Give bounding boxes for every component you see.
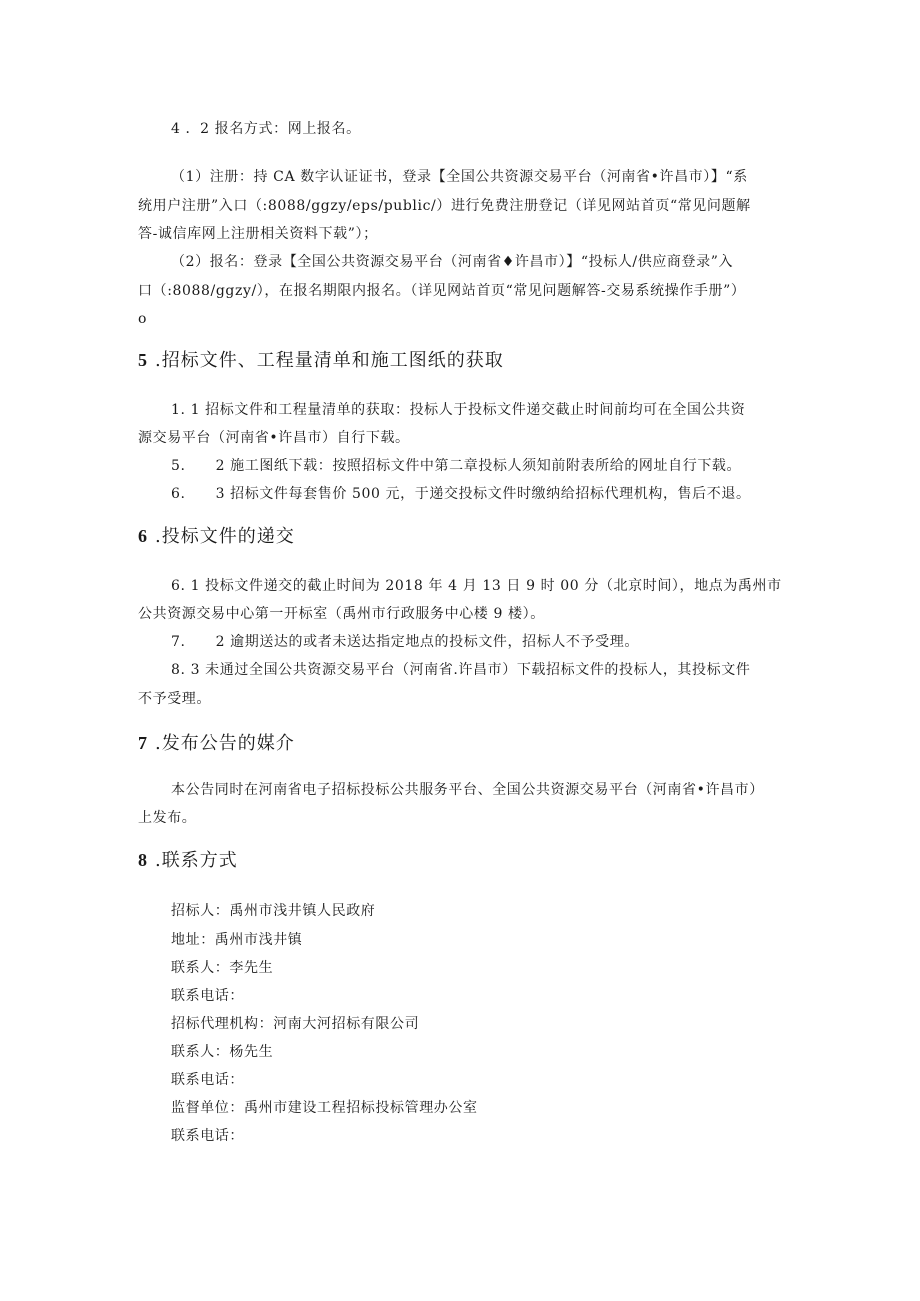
- contact-phone-1: 联系电话：: [171, 988, 244, 1004]
- sec6-number: 6: [138, 526, 147, 546]
- sec7-heading: [138, 731, 295, 756]
- sec4-2-signup-line-2: 口（:8088/ggzy/），在报名期限内报名。（详见网站首页“常见问题解答-交易系统操作手册”）: [138, 283, 746, 299]
- sec4-2-heading: 4 ．2 报名方式：网上报名。: [171, 121, 361, 137]
- tenderer-line: 招标人：禹州市浅井镇人民政府: [171, 903, 376, 919]
- agency-line: 招标代理机构：河南大河招标有限公司: [171, 1016, 420, 1032]
- sec5-p1-line-1: 1. 1 招标文件和工程量清单的获取：投标人于投标文件递交截止时间前均可在全国公共资: [171, 402, 746, 418]
- contact-phone-3: 联系电话：: [171, 1128, 244, 1144]
- sec6-p2-number: 7.: [171, 634, 186, 650]
- contact-person-1: 联系人：李先生: [171, 960, 274, 976]
- sec6-p3-line-1: 8. 3 未通过全国公共资源交易平台（河南省.许昌市）下载招标文件的投标人，其投标文件: [171, 662, 751, 678]
- address-line: 地址：禹州市浅井镇: [171, 932, 303, 948]
- sec5-heading: [138, 348, 504, 373]
- sec5-p1-line-2: 源交易平台（河南省•许昌市）自行下载。: [138, 430, 410, 446]
- sec7-p1-line-1: 本公告同时在河南省电子招标投标公共服务平台、全国公共资源交易平台（河南省•许昌市）: [171, 782, 764, 798]
- sec8-heading: [138, 848, 238, 873]
- sec5-p3-text: 3 招标文件每套售价 500 元，于递交投标文件时缴纳给招标代理机构，售后不退。: [215, 486, 751, 502]
- sec6-p2: [171, 632, 639, 652]
- sec5-p2-number: 5.: [171, 458, 186, 474]
- contact-person-2: 联系人：杨先生: [171, 1044, 274, 1060]
- supervisor-line: 监督单位：禹州市建设工程招标投标管理办公室: [171, 1100, 478, 1116]
- sec8-title: .联系方式: [155, 850, 238, 871]
- contact-phone-2: 联系电话：: [171, 1072, 244, 1088]
- sec5-p3-number: 6.: [171, 486, 186, 502]
- sec7-title: .发布公告的媒介: [155, 733, 295, 754]
- sec4-2-signup-line-3: o: [138, 311, 148, 327]
- sec5-p2-text: 2 施工图纸下载：按照招标文件中第二章投标人须知前附表所给的网址自行下载。: [215, 458, 742, 474]
- sec5-title: .招标文件、工程量清单和施工图纸的获取: [155, 350, 504, 371]
- sec4-2-signup-line-1: （2）报名：登录【全国公共资源交易平台（河南省♦许昌市）】“投标人/供应商登录”入: [171, 254, 734, 270]
- sec5-p3: [171, 484, 751, 504]
- sec6-heading: [138, 524, 295, 549]
- sec5-p2: [171, 456, 741, 476]
- sec6-title: .投标文件的递交: [155, 526, 295, 547]
- sec5-number: 5: [138, 350, 147, 370]
- sec6-p2-text: 2 逾期送达的或者未送达指定地点的投标文件，招标人不予受理。: [215, 634, 639, 650]
- sec6-p1-line-1: 6. 1 投标文件递交的截止时间为 2018 年 4 月 13 日 9 时 00 分（北京时间），地点为禹州市: [171, 578, 782, 594]
- sec7-p1-line-2: 上发布。: [138, 810, 197, 826]
- sec6-p1-line-2: 公共资源交易中心第一开标室（禹州市行政服务中心楼 9 楼）。: [138, 606, 545, 622]
- sec7-number: 7: [138, 733, 147, 753]
- sec4-2-register-line-3: 答-诚信库网上注册相关资料下载”）；: [138, 226, 378, 242]
- sec4-2-register-line-2: 统用户注册”入口（:8088/ggzy/eps/public/）进行免费注册登记（详见网站首页“常见问题解: [138, 198, 751, 214]
- sec8-number: 8: [138, 850, 147, 870]
- sec4-2-register-line-1: （1）注册：持 CA 数字认证证书，登录【全国公共资源交易平台（河南省•许昌市）】“系: [171, 169, 748, 185]
- sec6-p3-line-2: 不予受理。: [138, 691, 211, 707]
